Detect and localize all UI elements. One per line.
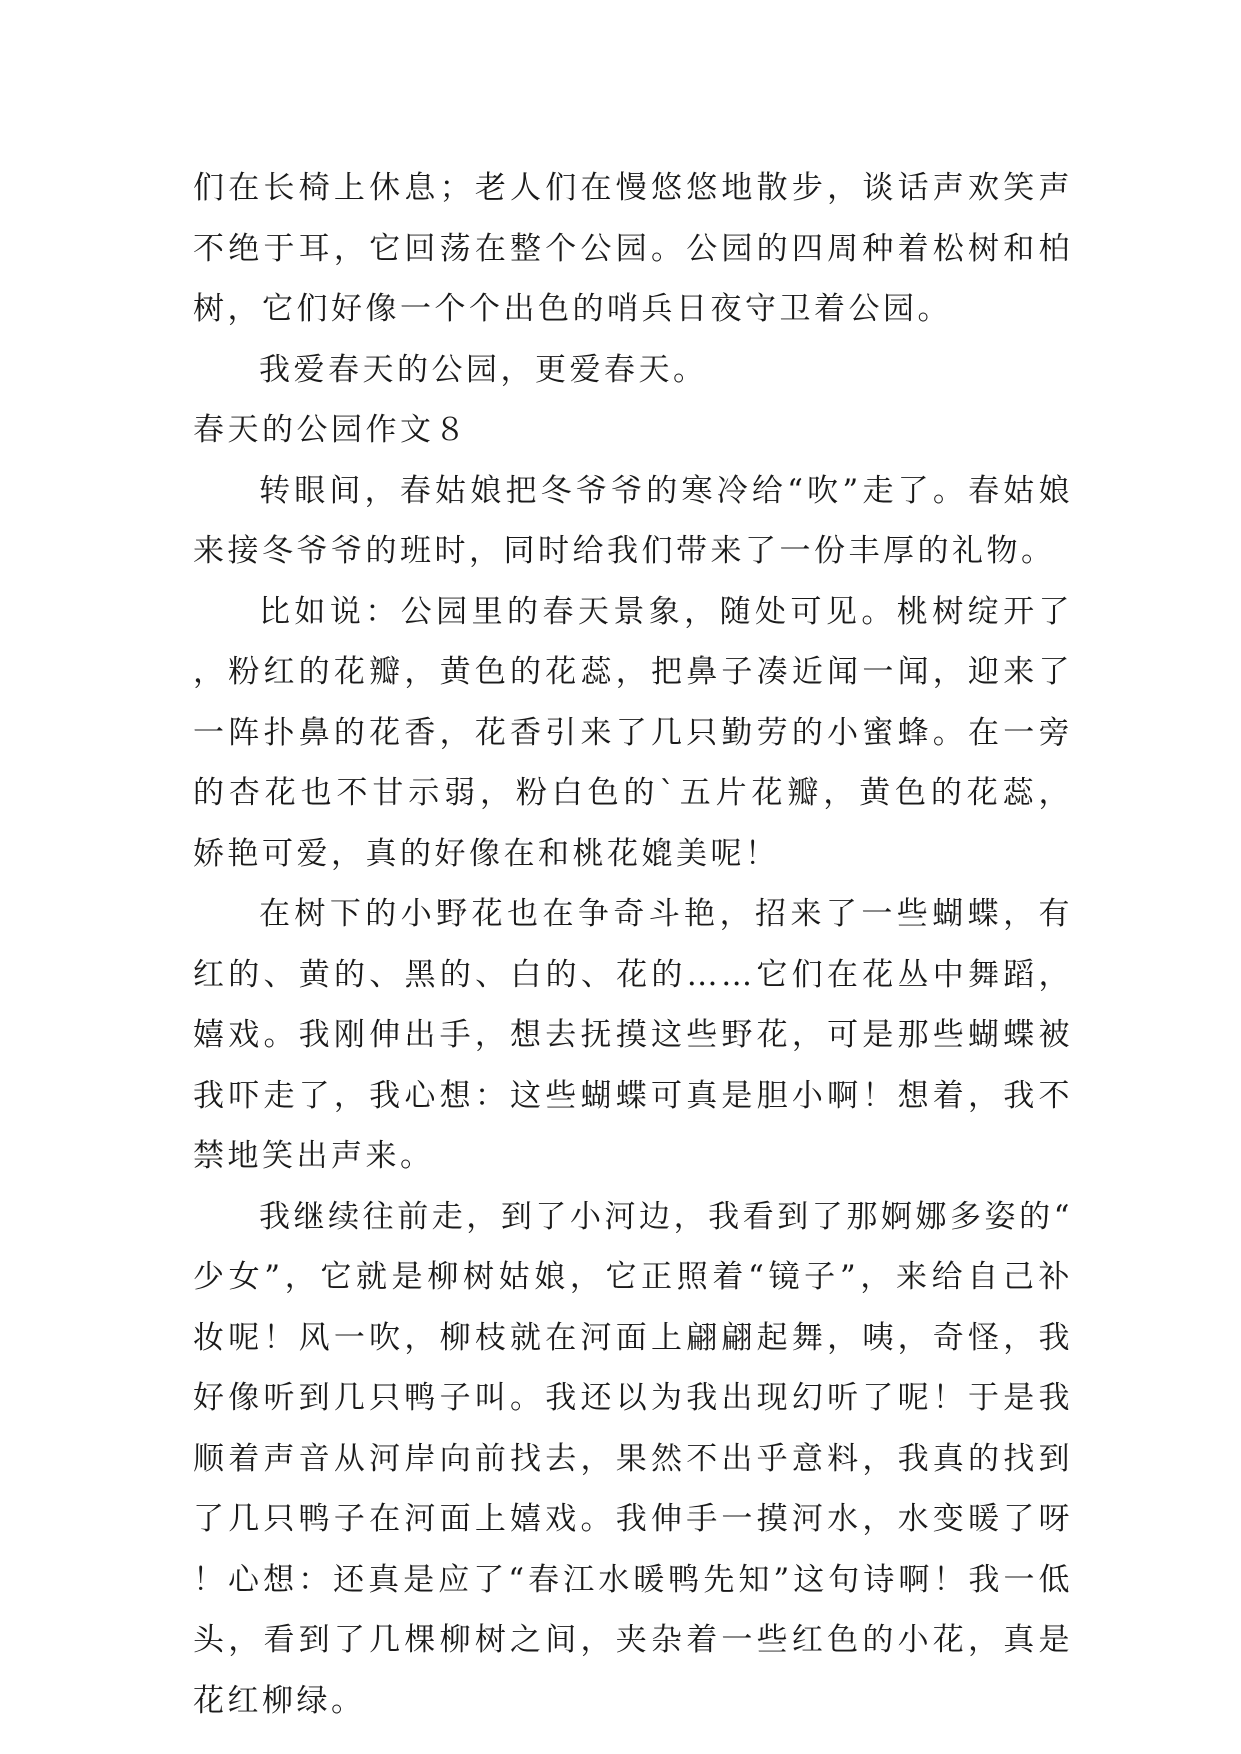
section-paragraph-2: 比如说：公园里的春天景象，随处可见。桃树绽开了，粉红的花瓣，黄色的花蕊，把鼻子凑近闻一闻，迎来了一阵扑鼻的花香，花香引来了几只勤劳的小蜜蜂。在一旁的杏花也不甘示弱，粉白色的`五片花瓣，黄色的花蕊，娇艳可爱，真的好像在和桃花媲美呢！ [193,593,1073,872]
document-body [193,158,1073,1731]
section-paragraph-3: 在树下的小野花也在争奇斗艳，招来了一些蝴蝶，有红的、黄的、黑的、白的、花的……它们在花丛中舞蹈，嬉戏。我刚伸出手，想去抚摸这些野花，可是那些蝴蝶被我吓走了，我心想：这些蝴蝶可真是胆小啊！想着，我不禁地笑出声来。 [193,896,1073,1174]
paragraph-love-spring: 我爱春天的公园，更爱春天。 [259,351,708,388]
section-title: 春天的公园作文８ [193,412,469,448]
section-paragraph-1: 转眼间，春姑娘把冬爷爷的寒冷给“吹”走了。春姑娘来接冬爷爷的班时，同时给我们带来了一份丰厚的礼物。 [193,472,1073,569]
paragraph-continued: 们在长椅上休息；老人们在慢悠悠地散步，谈话声欢笑声不绝于耳，它回荡在整个公园。公园的四周种着松树和柏树，它们好像一个个出色的哨兵日夜守卫着公园。 [193,170,1073,327]
section-paragraph-4: 我继续往前走，到了小河边，我看到了那婀娜多姿的“少女”，它就是柳树姑娘，它正照着“镜子”，来给自己补妆呢！风一吹，柳枝就在河面上翩翩起舞，咦，奇怪，我好像听到几只鸭子叫。我还以为我出现幻听了呢！于是我顺着声音从河岸向前找去，果然不出乎意料，我真的找到了几只鸭子在河面上嬉戏。我伸手一摸河水，水变暖了呀！心想：还真是应了“春江水暖鸭先知”这句诗啊！我一低头，看到了几棵柳树之间，夹杂着一些红色的小花，真是花红柳绿。 [193,1198,1073,1719]
